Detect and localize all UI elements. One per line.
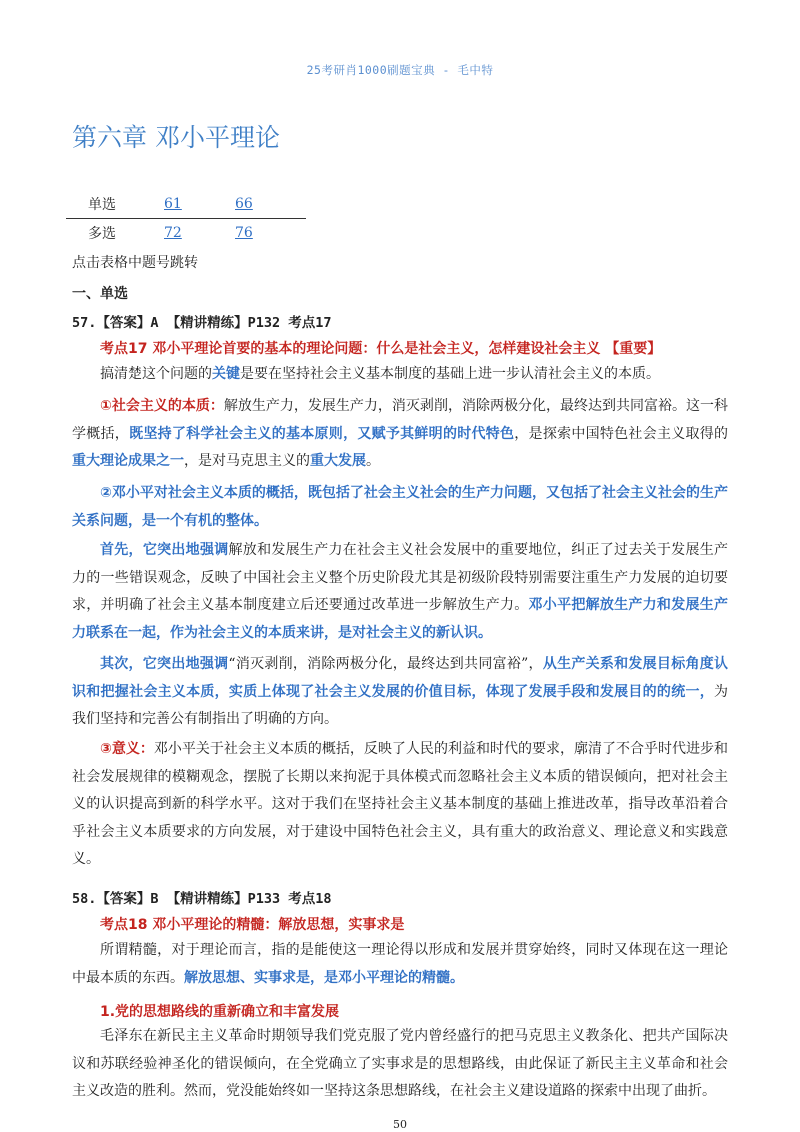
table-row (66, 190, 306, 219)
paragraph: 首先，它突出地强调解放和发展生产力在社会主义社会发展中的重要地位，纠正了过去关于发展生产力的一些错误观念，反映了中国社会主义整个历史阶段尤其是初级阶段特别需要注重生产力发展的迫切要求，并明确了社会主义基本制度建立后还要通过改革进一步解放生产力。邓小平把解放生产力和发展生产力联系在一起，作为社会主义的本质来讲，是对社会主义的新认识。 (72, 542, 729, 641)
answer-line-57: 57.【答案】A 【精讲精练】P132 考点17 (72, 315, 332, 331)
index-note: 点击表格中题号跳转 (72, 255, 198, 271)
paragraph: ①社会主义的本质：解放生产力，发展生产力，消灭剥削，消除两极分化，最终达到共同富裕。这一科学概括，既坚持了科学社会主义的基本原则，又赋予其鲜明的时代特色，是探索中国特色社会主义取得的重大理论成果之一，是对马克思主义的重大发展。 (72, 398, 729, 469)
paragraph: ③意义：邓小平关于社会主义本质的概括，反映了人民的利益和时代的要求，廓清了不合乎时代进步和社会发展规律的模糊观念，摆脱了长期以来拘泥于具体模式而忽略社会主义本质的错误倾向，把对社会主义的认识提高到新的科学水平。这对于我们在坚持社会主义基本制度的基础上推进改革，指导改革沿着合乎社会主义本质要求的方向发展，对于建设中国特色社会主义，具有重大的政治意义、理论意义和实践意义。 (72, 741, 729, 867)
chapter-title: 第六章 邓小平理论 (72, 123, 280, 152)
paragraph: ②邓小平对社会主义本质的概括，既包括了社会主义社会的生产力问题，又包括了社会主义社会的生产关系问题，是一个有机的整体。 (72, 485, 728, 529)
paragraph: 其次，它突出地强调“消灭剥削，消除两极分化，最终达到共同富裕”，从生产关系和发展目标角度认识和把握社会主义本质，实质上体现了社会主义发展的价值目标，体现了发展手段和发展目的的统一，为我们坚持和完善公有制指出了明确的方向。 (72, 656, 728, 727)
paragraph: 毛泽东在新民主主义革命时期领导我们党克服了党内曾经盛行的把马克思主义教条化、把共产国际决议和苏联经验神圣化的错误倾向，在全党确立了实事求是的思想路线，由此保证了新民主主义革命和社会主义改造的胜利。然而，党没能始终如一坚持这条思想路线，在社会主义建设道路的探索中出现了曲折。 (72, 1028, 728, 1099)
paragraph: 搞清楚这个问题的关键是要在坚持社会主义基本制度的基础上进一步认清社会主义的本质。 (100, 366, 660, 382)
answer-line-58: 58.【答案】B 【精讲精练】P133 考点18 (72, 891, 332, 907)
running-header: 25考研肖1000刷题宝典 - 毛中特 (306, 63, 494, 77)
table-row (66, 219, 306, 248)
page-number: 50 (393, 1118, 407, 1131)
subheading: 1.党的思想路线的重新确立和丰富发展 (100, 1004, 340, 1020)
section-title: 一、单选 (72, 286, 128, 302)
question-index-table (66, 190, 306, 247)
question-link[interactable]: 61 (164, 196, 182, 212)
question-link[interactable]: 72 (164, 225, 182, 241)
index-label-multiple: 多选 (88, 226, 116, 242)
question-link[interactable]: 66 (235, 196, 253, 212)
index-label-single: 单选 (66, 190, 164, 219)
question-link[interactable]: 76 (235, 225, 253, 241)
kaodian-17: 考点17 邓小平理论首要的基本的理论问题：什么是社会主义，怎样建设社会主义 【重要】 (100, 341, 662, 357)
kaodian-18: 考点18 邓小平理论的精髓：解放思想，实事求是 (100, 917, 405, 933)
paragraph: 所谓精髓，对于理论而言，指的是能使这一理论得以形成和发展并贯穿始终，同时又体现在这一理论中最本质的东西。解放思想、实事求是，是邓小平理论的精髓。 (72, 942, 728, 986)
